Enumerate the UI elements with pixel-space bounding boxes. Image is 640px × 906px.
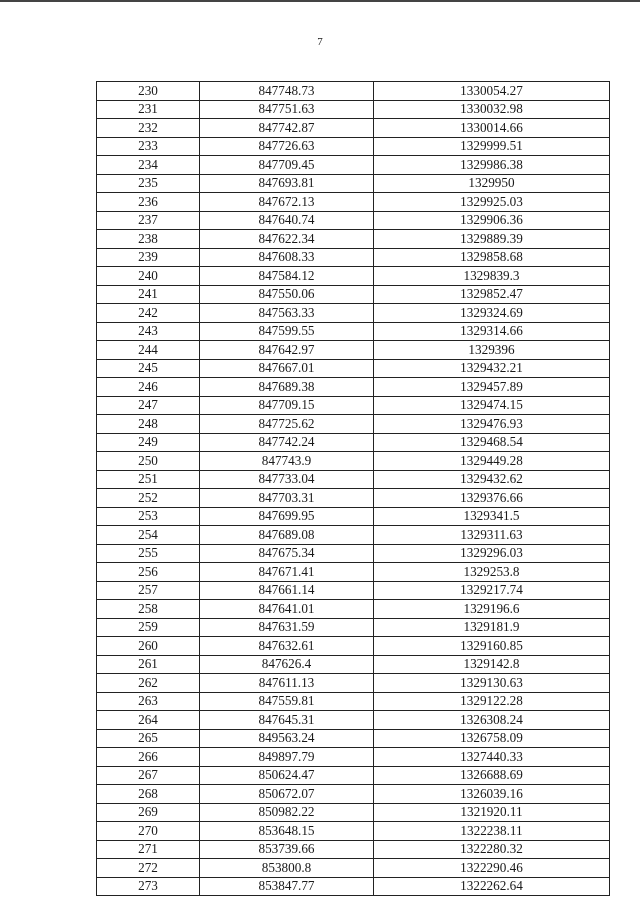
y-coordinate-cell: 1327440.33 bbox=[374, 748, 610, 767]
point-number-cell: 267 bbox=[97, 766, 200, 785]
table-row bbox=[97, 618, 610, 637]
table-row bbox=[97, 637, 610, 656]
point-number-cell: 231 bbox=[97, 100, 200, 119]
point-number-cell: 254 bbox=[97, 526, 200, 545]
x-coordinate-cell: 847743.9 bbox=[200, 452, 374, 471]
x-coordinate-cell: 847608.33 bbox=[200, 248, 374, 267]
y-coordinate-cell: 1329396 bbox=[374, 341, 610, 360]
table-row bbox=[97, 452, 610, 471]
table-row bbox=[97, 285, 610, 304]
y-coordinate-cell: 1329314.66 bbox=[374, 322, 610, 341]
table-row bbox=[97, 544, 610, 563]
x-coordinate-cell: 850624.47 bbox=[200, 766, 374, 785]
point-number-cell: 234 bbox=[97, 156, 200, 175]
table-row bbox=[97, 859, 610, 878]
table-row bbox=[97, 655, 610, 674]
x-coordinate-cell: 847689.08 bbox=[200, 526, 374, 545]
y-coordinate-cell: 1326039.16 bbox=[374, 785, 610, 804]
y-coordinate-cell: 1330014.66 bbox=[374, 119, 610, 138]
y-coordinate-cell: 1329432.21 bbox=[374, 359, 610, 378]
y-coordinate-cell: 1329432.62 bbox=[374, 470, 610, 489]
x-coordinate-cell: 853800.8 bbox=[200, 859, 374, 878]
x-coordinate-cell: 847611.13 bbox=[200, 674, 374, 693]
table-row bbox=[97, 729, 610, 748]
x-coordinate-cell: 847725.62 bbox=[200, 415, 374, 434]
y-coordinate-cell: 1322290.46 bbox=[374, 859, 610, 878]
point-number-cell: 260 bbox=[97, 637, 200, 656]
point-number-cell: 261 bbox=[97, 655, 200, 674]
y-coordinate-cell: 1329296.03 bbox=[374, 544, 610, 563]
point-number-cell: 239 bbox=[97, 248, 200, 267]
x-coordinate-cell: 847631.59 bbox=[200, 618, 374, 637]
x-coordinate-cell: 847671.41 bbox=[200, 563, 374, 582]
y-coordinate-cell: 1329324.69 bbox=[374, 304, 610, 323]
table-row bbox=[97, 211, 610, 230]
x-coordinate-cell: 847742.24 bbox=[200, 433, 374, 452]
table-row bbox=[97, 877, 610, 896]
table-row bbox=[97, 526, 610, 545]
top-border-line bbox=[0, 0, 640, 2]
table-row bbox=[97, 674, 610, 693]
table-row bbox=[97, 581, 610, 600]
point-number-cell: 256 bbox=[97, 563, 200, 582]
x-coordinate-cell: 847748.73 bbox=[200, 82, 374, 101]
point-number-cell: 235 bbox=[97, 174, 200, 193]
table-row bbox=[97, 803, 610, 822]
point-number-cell: 248 bbox=[97, 415, 200, 434]
x-coordinate-cell: 853739.66 bbox=[200, 840, 374, 859]
table-row bbox=[97, 415, 610, 434]
y-coordinate-cell: 1329196.6 bbox=[374, 600, 610, 619]
y-coordinate-cell: 1329889.39 bbox=[374, 230, 610, 249]
point-number-cell: 238 bbox=[97, 230, 200, 249]
x-coordinate-cell: 847550.06 bbox=[200, 285, 374, 304]
y-coordinate-cell: 1329160.85 bbox=[374, 637, 610, 656]
y-coordinate-cell: 1329449.28 bbox=[374, 452, 610, 471]
table-row bbox=[97, 840, 610, 859]
y-coordinate-cell: 1329986.38 bbox=[374, 156, 610, 175]
x-coordinate-cell: 847563.33 bbox=[200, 304, 374, 323]
point-number-cell: 233 bbox=[97, 137, 200, 156]
coordinates-table-body bbox=[97, 82, 610, 896]
table-row bbox=[97, 692, 610, 711]
table-row bbox=[97, 248, 610, 267]
table-row bbox=[97, 174, 610, 193]
x-coordinate-cell: 850982.22 bbox=[200, 803, 374, 822]
table-row bbox=[97, 711, 610, 730]
point-number-cell: 273 bbox=[97, 877, 200, 896]
table-row bbox=[97, 156, 610, 175]
table-row bbox=[97, 822, 610, 841]
point-number-cell: 270 bbox=[97, 822, 200, 841]
y-coordinate-cell: 1329906.36 bbox=[374, 211, 610, 230]
table-row bbox=[97, 433, 610, 452]
point-number-cell: 268 bbox=[97, 785, 200, 804]
x-coordinate-cell: 847667.01 bbox=[200, 359, 374, 378]
point-number-cell: 250 bbox=[97, 452, 200, 471]
table-row bbox=[97, 785, 610, 804]
y-coordinate-cell: 1329122.28 bbox=[374, 692, 610, 711]
point-number-cell: 244 bbox=[97, 341, 200, 360]
table-row bbox=[97, 304, 610, 323]
y-coordinate-cell: 1322280.32 bbox=[374, 840, 610, 859]
y-coordinate-cell: 1329839.3 bbox=[374, 267, 610, 286]
y-coordinate-cell: 1329376.66 bbox=[374, 489, 610, 508]
y-coordinate-cell: 1329142.8 bbox=[374, 655, 610, 674]
x-coordinate-cell: 847559.81 bbox=[200, 692, 374, 711]
point-number-cell: 236 bbox=[97, 193, 200, 212]
point-number-cell: 264 bbox=[97, 711, 200, 730]
table-row bbox=[97, 137, 610, 156]
y-coordinate-cell: 1329130.63 bbox=[374, 674, 610, 693]
point-number-cell: 255 bbox=[97, 544, 200, 563]
point-number-cell: 245 bbox=[97, 359, 200, 378]
table-row bbox=[97, 230, 610, 249]
x-coordinate-cell: 853847.77 bbox=[200, 877, 374, 896]
point-number-cell: 252 bbox=[97, 489, 200, 508]
point-number-cell: 263 bbox=[97, 692, 200, 711]
table-row bbox=[97, 119, 610, 138]
point-number-cell: 265 bbox=[97, 729, 200, 748]
point-number-cell: 243 bbox=[97, 322, 200, 341]
x-coordinate-cell: 853648.15 bbox=[200, 822, 374, 841]
x-coordinate-cell: 847632.61 bbox=[200, 637, 374, 656]
x-coordinate-cell: 847709.45 bbox=[200, 156, 374, 175]
x-coordinate-cell: 847672.13 bbox=[200, 193, 374, 212]
x-coordinate-cell: 847584.12 bbox=[200, 267, 374, 286]
x-coordinate-cell: 847641.01 bbox=[200, 600, 374, 619]
table-row bbox=[97, 470, 610, 489]
x-coordinate-cell: 847703.31 bbox=[200, 489, 374, 508]
x-coordinate-cell: 847661.14 bbox=[200, 581, 374, 600]
y-coordinate-cell: 1329858.68 bbox=[374, 248, 610, 267]
point-number-cell: 262 bbox=[97, 674, 200, 693]
y-coordinate-cell: 1329457.89 bbox=[374, 378, 610, 397]
table-row bbox=[97, 396, 610, 415]
x-coordinate-cell: 847709.15 bbox=[200, 396, 374, 415]
y-coordinate-cell: 1329950 bbox=[374, 174, 610, 193]
x-coordinate-cell: 847640.74 bbox=[200, 211, 374, 230]
y-coordinate-cell: 1321920.11 bbox=[374, 803, 610, 822]
x-coordinate-cell: 847622.34 bbox=[200, 230, 374, 249]
x-coordinate-cell: 847675.34 bbox=[200, 544, 374, 563]
page-number: 7 bbox=[317, 36, 323, 48]
point-number-cell: 266 bbox=[97, 748, 200, 767]
point-number-cell: 251 bbox=[97, 470, 200, 489]
x-coordinate-cell: 847689.38 bbox=[200, 378, 374, 397]
point-number-cell: 257 bbox=[97, 581, 200, 600]
y-coordinate-cell: 1329999.51 bbox=[374, 137, 610, 156]
y-coordinate-cell: 1329925.03 bbox=[374, 193, 610, 212]
point-number-cell: 259 bbox=[97, 618, 200, 637]
table-row bbox=[97, 267, 610, 286]
x-coordinate-cell: 847742.87 bbox=[200, 119, 374, 138]
point-number-cell: 242 bbox=[97, 304, 200, 323]
y-coordinate-cell: 1329311.63 bbox=[374, 526, 610, 545]
y-coordinate-cell: 1330054.27 bbox=[374, 82, 610, 101]
point-number-cell: 258 bbox=[97, 600, 200, 619]
point-number-cell: 253 bbox=[97, 507, 200, 526]
y-coordinate-cell: 1329474.15 bbox=[374, 396, 610, 415]
table-row bbox=[97, 82, 610, 101]
x-coordinate-cell: 847599.55 bbox=[200, 322, 374, 341]
y-coordinate-cell: 1329341.5 bbox=[374, 507, 610, 526]
table-row bbox=[97, 341, 610, 360]
y-coordinate-cell: 1329852.47 bbox=[374, 285, 610, 304]
table-row bbox=[97, 748, 610, 767]
table-row bbox=[97, 378, 610, 397]
point-number-cell: 271 bbox=[97, 840, 200, 859]
point-number-cell: 247 bbox=[97, 396, 200, 415]
x-coordinate-cell: 847626.4 bbox=[200, 655, 374, 674]
y-coordinate-cell: 1330032.98 bbox=[374, 100, 610, 119]
table-row bbox=[97, 193, 610, 212]
y-coordinate-cell: 1322238.11 bbox=[374, 822, 610, 841]
table-row bbox=[97, 322, 610, 341]
x-coordinate-cell: 847693.81 bbox=[200, 174, 374, 193]
x-coordinate-cell: 847726.63 bbox=[200, 137, 374, 156]
point-number-cell: 237 bbox=[97, 211, 200, 230]
table-row bbox=[97, 766, 610, 785]
point-number-cell: 246 bbox=[97, 378, 200, 397]
x-coordinate-cell: 847645.31 bbox=[200, 711, 374, 730]
y-coordinate-cell: 1329476.93 bbox=[374, 415, 610, 434]
point-number-cell: 240 bbox=[97, 267, 200, 286]
x-coordinate-cell: 847642.97 bbox=[200, 341, 374, 360]
coordinates-table bbox=[96, 81, 610, 896]
x-coordinate-cell: 847733.04 bbox=[200, 470, 374, 489]
point-number-cell: 269 bbox=[97, 803, 200, 822]
y-coordinate-cell: 1329181.9 bbox=[374, 618, 610, 637]
point-number-cell: 230 bbox=[97, 82, 200, 101]
y-coordinate-cell: 1326308.24 bbox=[374, 711, 610, 730]
table-row bbox=[97, 100, 610, 119]
table-row bbox=[97, 359, 610, 378]
x-coordinate-cell: 850672.07 bbox=[200, 785, 374, 804]
y-coordinate-cell: 1329468.54 bbox=[374, 433, 610, 452]
point-number-cell: 232 bbox=[97, 119, 200, 138]
x-coordinate-cell: 849897.79 bbox=[200, 748, 374, 767]
y-coordinate-cell: 1329253.8 bbox=[374, 563, 610, 582]
point-number-cell: 272 bbox=[97, 859, 200, 878]
y-coordinate-cell: 1322262.64 bbox=[374, 877, 610, 896]
point-number-cell: 249 bbox=[97, 433, 200, 452]
x-coordinate-cell: 847751.63 bbox=[200, 100, 374, 119]
point-number-cell: 241 bbox=[97, 285, 200, 304]
y-coordinate-cell: 1329217.74 bbox=[374, 581, 610, 600]
table-row bbox=[97, 563, 610, 582]
y-coordinate-cell: 1326688.69 bbox=[374, 766, 610, 785]
y-coordinate-cell: 1326758.09 bbox=[374, 729, 610, 748]
x-coordinate-cell: 849563.24 bbox=[200, 729, 374, 748]
table-row bbox=[97, 489, 610, 508]
x-coordinate-cell: 847699.95 bbox=[200, 507, 374, 526]
table-row bbox=[97, 600, 610, 619]
table-row bbox=[97, 507, 610, 526]
